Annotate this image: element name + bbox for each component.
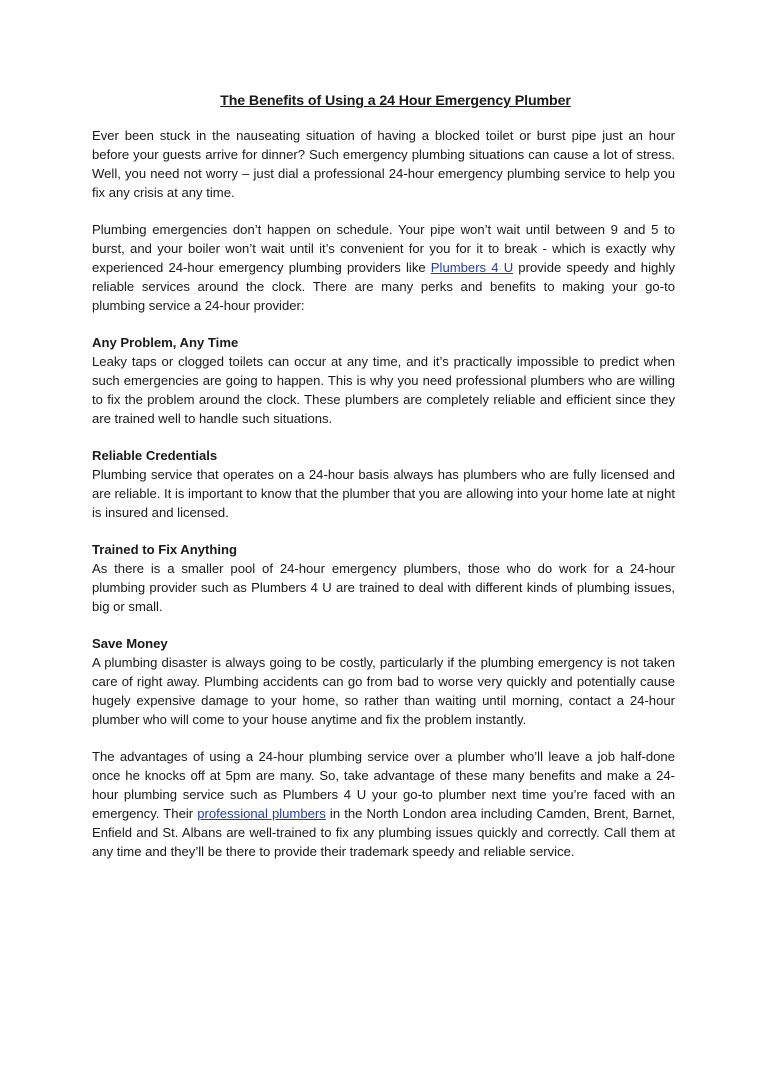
professional-plumbers-link[interactable]: professional plumbers <box>197 806 326 822</box>
schedule-text-after-link: provide speedy and highly reliable services around the clock. There are many perks and benefits to making your go-to plumbing service a 24-hour provider: <box>92 259 675 313</box>
section-heading: Reliable Credentials <box>92 448 218 464</box>
section-heading: Any Problem, Any Time <box>92 335 239 351</box>
closing-paragraph <box>92 748 675 861</box>
plumbers-4-u-link[interactable]: Plumbers 4 U <box>430 259 514 275</box>
document-page <box>92 92 675 880</box>
section-body: Plumbing service that operates on a 24-hour basis always has plumbers who are fully licensed and are reliable. It is important to know that the plumber that you are allowing into your home late at night is insured and licensed. <box>92 467 675 520</box>
section-body: As there is a smaller pool of 24-hour emergency plumbers, those who do work for a 24-hour plumbing provider such as Plumbers 4 U are trained to deal with different kinds of plumbing issues, big or small. <box>92 561 675 614</box>
section-heading: Save Money <box>92 636 168 652</box>
section-save-money <box>92 635 675 730</box>
section-heading: Trained to Fix Anything <box>92 542 238 558</box>
closing-text-after-link: in the North London area including Camden, Brent, Barnet, Enfield and St. Albans are well-trained to fix any plumbing issues quickly and correctly. Call them at any time and they’ll be there to provide their trademark speedy and reliable service. <box>92 806 676 859</box>
section-trained-to-fix <box>92 541 675 617</box>
section-body: A plumbing disaster is always going to be costly, particularly if the plumbing emergency is not taken care of right away. Plumbing accidents can go from bad to worse very quickly and potentially cause hugely expensive damage to your home, so rather than waiting until morning, contact a 24-hour plumber who will come to your house anytime and fix the problem instantly. <box>92 655 675 727</box>
intro-paragraph: Ever been stuck in the nauseating situation of having a blocked toilet or burst pipe just an hour before your guests arrive for dinner? Such emergency plumbing situations can cause a lot of stress. Well, you need not worry – just dial a professional 24-hour emergency plumbing service to help you fix any crisis at any time. <box>92 127 675 200</box>
section-body: Leaky taps or clogged toilets can occur at any time, and it’s practically impossible to predict when such emergencies are going to happen. This is why you need professional plumbers who are willing to fix the problem around the clock. These plumbers are completely reliable and efficient since they are trained well to handle such situations. <box>92 353 675 426</box>
schedule-paragraph <box>92 221 675 316</box>
closing-text-before-link: The advantages of using a 24-hour plumbing service over a plumber who’ll leave a job half-done once he knocks off at 5pm are many. So, take advantage of these many benefits and make a 24-hour plumbing service such as Plumbers 4 U your go-to plumber next time you’re faced with an emergency. Their <box>92 749 675 822</box>
document-title: The Benefits of Using a 24 Hour Emergency Plumber <box>220 93 571 109</box>
schedule-text-before-link: Plumbing emergencies don’t happen on schedule. Your pipe won’t wait until between 9 and 5 to burst, and your boiler won’t wait until it’s convenient for you for it to break - which is exactly why experienced 24-hour emergency plumbing providers like <box>92 222 675 275</box>
section-any-problem <box>92 334 675 429</box>
section-reliable-credentials <box>92 447 675 523</box>
